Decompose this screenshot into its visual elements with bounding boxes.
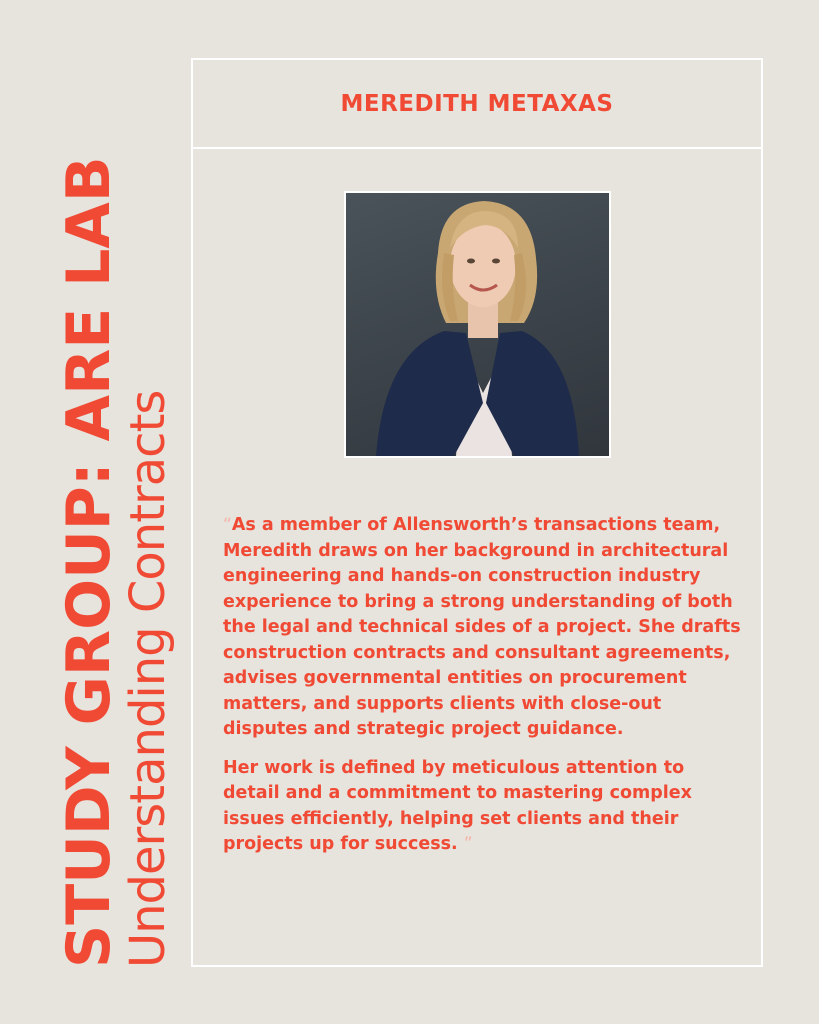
- bio-paragraph-1: [223, 513, 743, 743]
- study-group-subtitle: Understanding Contracts: [120, 390, 176, 968]
- speaker-name: MEREDITH METAXAS: [340, 90, 614, 117]
- open-quote-mark: “: [223, 515, 232, 535]
- profile-card: [191, 58, 763, 967]
- study-group-title: STUDY GROUP: ARE LAB: [54, 156, 124, 968]
- speaker-bio-quote: [223, 513, 743, 871]
- speaker-portrait: [344, 191, 611, 458]
- bio-paragraph-2-text: Her work is defined by meticulous attention to detail and a commitment to mastering complex issues efficiently, helping set clients and their projects up for success.: [223, 757, 692, 854]
- card-header: [193, 60, 761, 149]
- bio-paragraph-1-text: As a member of Allensworth’s transactions team, Meredith draws on her background in architectural engineering and hands-on construction industry experience to bring a strong understanding of both the legal and technical sides of a project. She drafts construction contracts and consultant agreements, advises governmental entities on procurement matters, and supports clients with close-out disputes and strategic project guidance.: [223, 515, 741, 739]
- portrait-illustration: [346, 193, 609, 456]
- vertical-title: [54, 68, 176, 968]
- bio-paragraph-2: [223, 756, 743, 858]
- close-quote-mark: ”: [463, 834, 473, 854]
